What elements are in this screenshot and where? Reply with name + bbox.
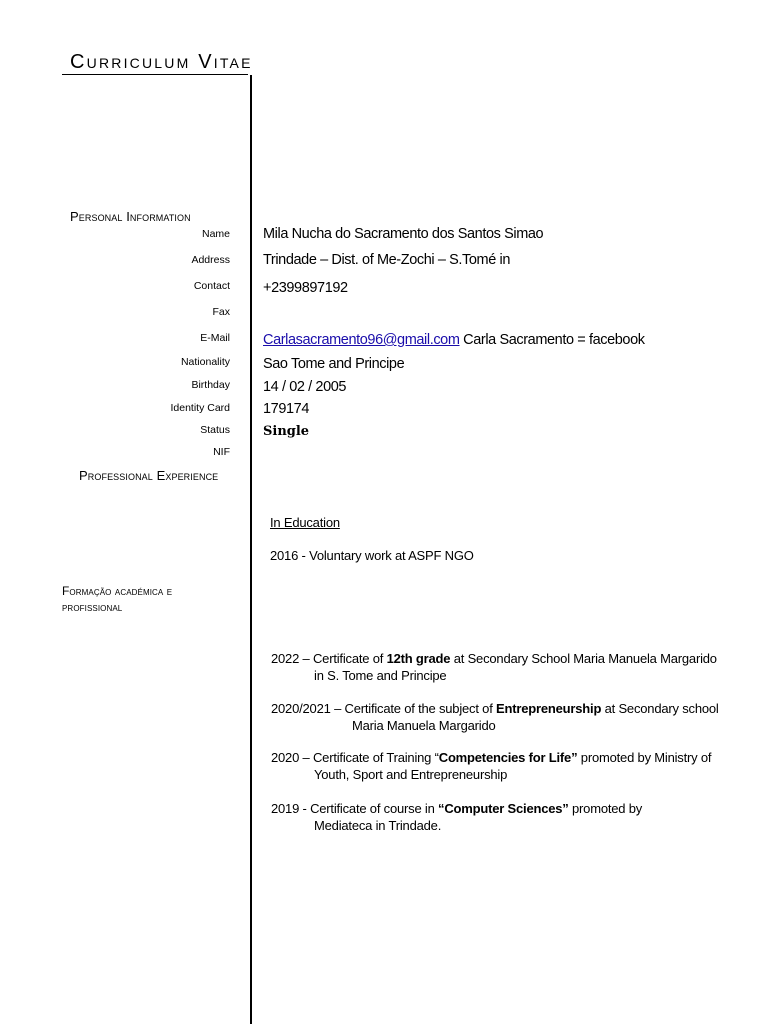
- label-nationality: Nationality: [180, 356, 230, 368]
- education-item-continuation: Youth, Sport and Entrepreneurship: [314, 767, 508, 782]
- education-item-text: 2022 – Certificate of: [271, 651, 387, 666]
- education-item-text: at Secondary School Maria Manuela Margarido: [450, 651, 717, 666]
- label-address: Address: [191, 254, 230, 266]
- education-item-text: promoted by Ministry of: [577, 750, 712, 765]
- education-item: [271, 800, 642, 834]
- education-item-text: 2020/2021 – Certificate of the subject of: [271, 701, 497, 716]
- value-email: [263, 332, 645, 348]
- column-divider: [250, 75, 252, 1024]
- experience-subheading: In Education: [270, 515, 340, 530]
- value-nationality: Sao Tome and Principe: [263, 356, 405, 372]
- label-status: Status: [200, 424, 230, 436]
- education-item-continuation: Maria Manuela Margarido: [352, 718, 496, 733]
- education-item-text: 2019 - Certificate of course in: [271, 801, 439, 816]
- education-item-bold: Competencies for Life”: [438, 750, 578, 765]
- education-item-continuation: Mediateca in Trindade.: [314, 818, 442, 833]
- label-birthday: Birthday: [191, 379, 230, 391]
- label-email: E-Mail: [200, 332, 230, 344]
- label-contact: Contact: [193, 280, 230, 292]
- value-address: Trindade – Dist. of Me-Zochi – S.Tomé in: [263, 252, 510, 268]
- education-item-text: 2020 – Certificate of Training “: [271, 750, 439, 765]
- value-identity-card: 179174: [263, 401, 309, 417]
- title-underline: [62, 74, 248, 75]
- education-heading-line1: Formação académica e: [62, 584, 173, 598]
- education-item-bold: “Computer Sciences”: [438, 801, 569, 816]
- value-contact: +2399897192: [263, 280, 348, 296]
- value-status: Single: [263, 424, 310, 439]
- experience-heading: Professional Experience: [79, 468, 219, 483]
- page-title: Curriculum Vitae: [70, 51, 253, 73]
- personal-info-heading: Personal Information: [70, 209, 191, 224]
- label-fax: Fax: [212, 306, 230, 318]
- education-item: [271, 650, 717, 684]
- label-nif: NIF: [213, 446, 230, 458]
- education-item: [271, 700, 719, 734]
- label-identity-card: Identity Card: [170, 402, 230, 414]
- value-birthday: 14 / 02 / 2005: [263, 379, 347, 395]
- email-extra: Carla Sacramento = facebook: [459, 332, 645, 348]
- label-name: Name: [201, 228, 230, 240]
- education-item-bold: Entrepreneurship: [496, 701, 602, 716]
- experience-item: 2016 - Voluntary work at ASPF NGO: [270, 548, 474, 563]
- education-item: [271, 749, 711, 783]
- education-heading-line2: profissional: [62, 600, 123, 614]
- value-name: Mila Nucha do Sacramento dos Santos Simao: [263, 226, 544, 242]
- email-link[interactable]: Carlasacramento96@gmail.com: [263, 332, 460, 348]
- education-item-text: promoted by: [568, 801, 643, 816]
- education-item-continuation: in S. Tome and Principe: [314, 668, 447, 683]
- education-item-text: at Secondary school: [601, 701, 719, 716]
- education-item-bold: 12th grade: [386, 651, 451, 666]
